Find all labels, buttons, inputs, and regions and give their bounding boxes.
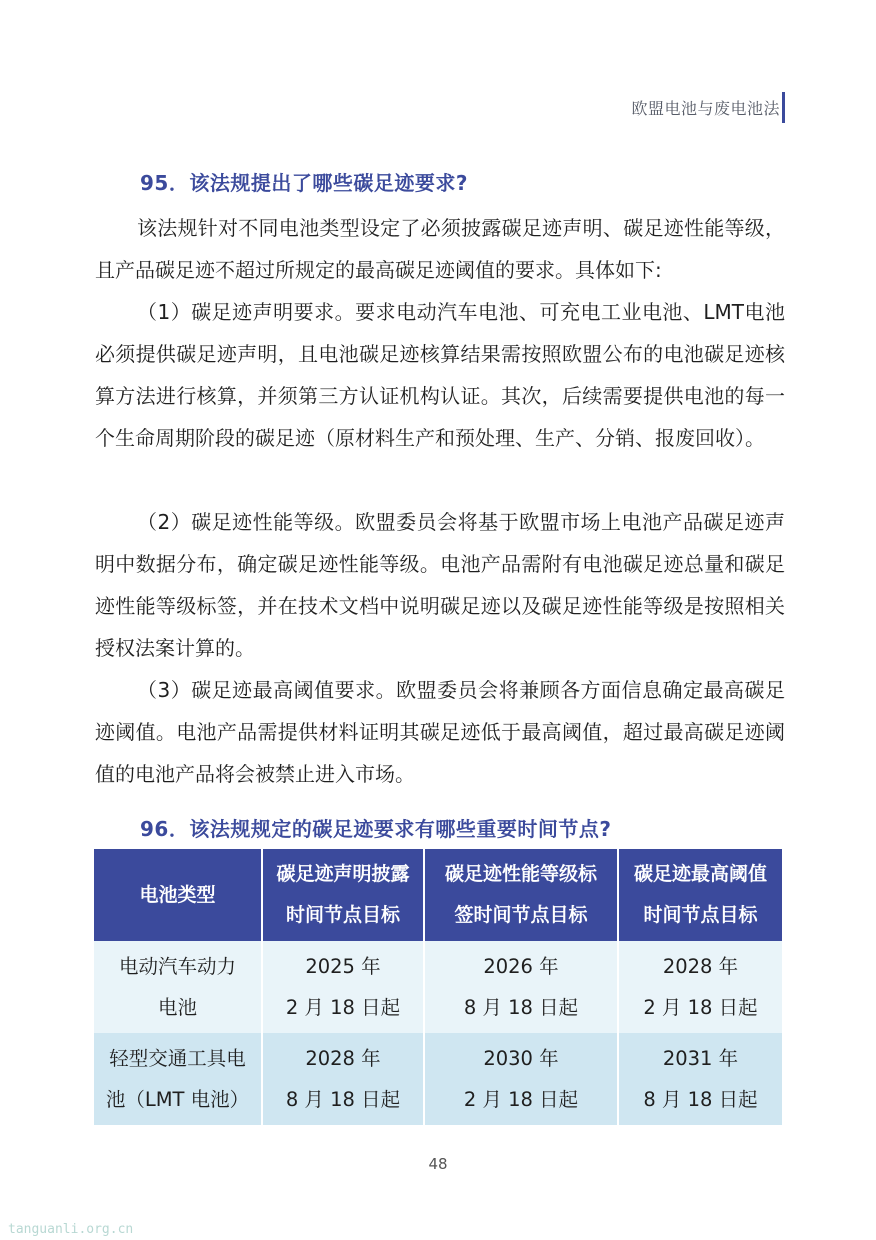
header-battery-type: 电池类型 (94, 849, 262, 941)
table-row (94, 1033, 782, 1125)
question-95-heading: 95．该法规提出了哪些碳足迹要求? (140, 171, 468, 195)
page-number: 48 (428, 1155, 448, 1173)
cell-declaration-date: 2028 年 8 月 18 日起 (262, 1033, 424, 1125)
running-title: 欧盟电池与废电池法 (631, 99, 780, 118)
cell-battery-type: 电动汽车动力 电池 (94, 941, 262, 1033)
question-96-heading: 96．该法规规定的碳足迹要求有哪些重要时间节点? (140, 817, 612, 841)
carbon-footprint-timeline-table (94, 849, 782, 1125)
cell-performance-class-date: 2026 年 8 月 18 日起 (424, 941, 618, 1033)
cell-performance-class-date: 2030 年 2 月 18 日起 (424, 1033, 618, 1125)
cell-declaration-date: 2025 年 2 月 18 日起 (262, 941, 424, 1033)
q95-item-2-paragraph: （2）碳足迹性能等级。欧盟委员会将基于欧盟市场上电池产品碳足迹声明中数据分布，确定碳足迹性能等级。电池产品需附有电池碳足迹总量和碳足迹性能等级标签，并在技术文档中说明碳足迹以及碳足迹性能等级是按照相关授权法案计算的。 (95, 510, 785, 660)
header-accent-bar (782, 92, 785, 123)
cell-battery-type: 轻型交通工具电 池（LMT 电池） (94, 1033, 262, 1125)
header-declaration-deadline: 碳足迹声明披露 时间节点目标 (262, 849, 424, 941)
table-row (94, 941, 782, 1033)
cell-max-threshold-date: 2031 年 8 月 18 日起 (618, 1033, 782, 1125)
q95-item-3-paragraph: （3）碳足迹最高阈值要求。欧盟委员会将兼顾各方面信息确定最高碳足迹阈值。电池产品需提供材料证明其碳足迹低于最高阈值，超过最高碳足迹阈值的电池产品将会被禁止进入市场。 (95, 678, 785, 786)
cell-max-threshold-date: 2028 年 2 月 18 日起 (618, 941, 782, 1033)
site-watermark: tanguanli.org.cn (8, 1222, 134, 1237)
header-performance-class-deadline: 碳足迹性能等级标 签时间节点目标 (424, 849, 618, 941)
q95-intro-paragraph: 该法规针对不同电池类型设定了必须披露碳足迹声明、碳足迹性能等级，且产品碳足迹不超过所规定的最高碳足迹阈值的要求。具体如下: (95, 216, 785, 282)
header-max-threshold-deadline: 碳足迹最高阈值 时间节点目标 (618, 849, 782, 941)
table-header-row (94, 849, 782, 941)
q95-item-1-paragraph: （1）碳足迹声明要求。要求电动汽车电池、可充电工业电池、LMT电池必须提供碳足迹声明，且电池碳足迹核算结果需按照欧盟公布的电池碳足迹核算方法进行核算，并须第三方认证机构认证。其次，后续需要提供电池的每一个生命周期阶段的碳足迹（原材料生产和预处理、生产、分销、报废回收）。 (95, 300, 785, 450)
